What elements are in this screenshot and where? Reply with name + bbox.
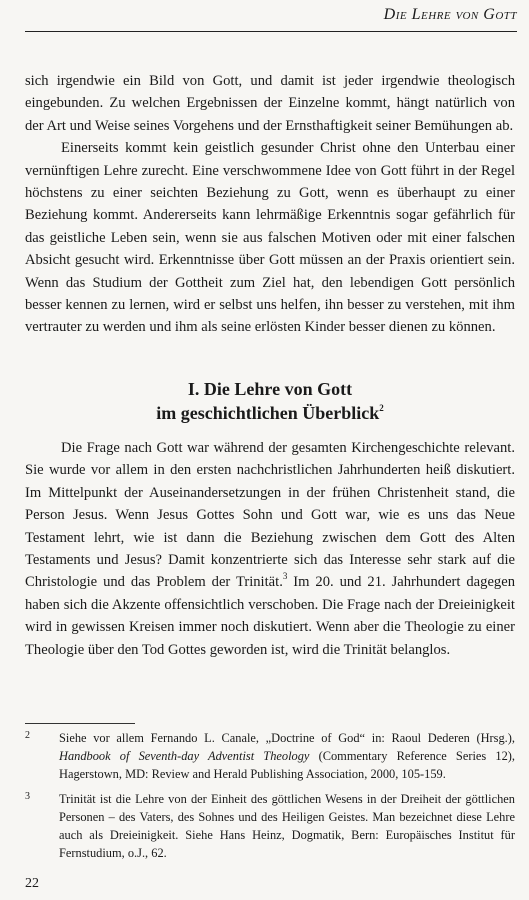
footnote-ref-2: 2 — [379, 402, 384, 413]
running-header-title: Die Lehre von Gott — [383, 6, 517, 23]
footnote-2-book-title: Handbook of Seventh-day Adventist Theology — [59, 749, 310, 764]
footnote-2 — [25, 729, 515, 784]
footnote-rule — [25, 723, 135, 724]
footnotes — [25, 729, 515, 868]
section-heading-line-2 — [25, 401, 515, 425]
paragraph-2: Einerseits kommt kein geistlich gesunder Christ ohne den Unterbau einer vernünftigen Lehre zurecht. Eine verschwommene Idee von Gott führt in der Regel höchstens zu einer seichten Beziehung zu Gott, wenn es überhaupt zu einer Beziehung kommt. Andererseits kann lehrmäßige Erkenntnis sogar gefährlich für das geistliche Leben sein, wenn sie aus falschen Motiven oder mit einer falschen Absicht gesucht wird. Erkenntnisse über Gott müssen an der Praxis orientiert sein. Wenn das Studium der Gottheit zum Ziel hat, den lebendigen Gott persönlich besser kennen zu lernen, wird er selbst uns helfen, ihn besser zu verstehen, mit ihm vertrauter zu werden und ihm als seine erlösten Kinder besser dienen zu können. — [25, 140, 515, 336]
footnote-ref-3: 3 — [282, 571, 288, 582]
footnote-2-text-b: (Commentary Reference Series 12), Hagerstown, MD: Review and Herald Publishing Association, 2000, 105-159. — [59, 749, 515, 782]
footnote-3 — [25, 790, 515, 863]
footnote-2-number: 2 — [25, 730, 30, 741]
header-rule — [25, 31, 517, 32]
section-heading — [25, 377, 515, 425]
paragraph-3-part-2: Im 20. und 21. Jahrhundert dagegen haben sich die Akzente offensichtlich verschoben. Die Frage nach der Dreieinigkeit wird in gewissen Kreisen immer noch diskutiert. Wenn aber die Theologie zu einer Theologie über den Tod Gottes geworden ist, wird die Trinität belanglos. — [25, 574, 516, 658]
paragraph-3 — [25, 437, 515, 661]
footnote-2-text — [59, 729, 515, 784]
section-heading-line-2-text: im geschichtlichen Überblick — [156, 402, 380, 423]
main-text — [25, 70, 515, 661]
page-number: 22 — [25, 876, 39, 891]
footnote-3-number: 3 — [25, 790, 30, 802]
footnote-3-text: Trinität ist die Lehre von der Einheit des göttlichen Wesens in der Dreiheit der göttlichen Personen – des Vaters, des Sohnes und des Heiligen Geistes. Man bezeichnet diese Lehre auch als Dreieinigkeit. Siehe Hans Heinz, Dogmatik, Bern: Europäisches Institut für Fernstudium, o.J., 62. — [59, 791, 515, 861]
paragraph-3-part-1: Die Frage nach Gott war während der gesamten Kirchengeschichte relevant. Sie wurde vor allem in den ersten nachchristlichen Jahrhunderten heiß diskutiert. Im Mittelpunkt der Auseinandersetzungen in der frühen Christenheit stand, die Person Jesus. Wenn Jesus Gottes Sohn und Gott war, wie es uns das Neue Testament lehrt, wie ist dann die Beziehung zwischen dem Gott des Alten Testaments und Jesus? Damit konzentrierte sich das Interesse sehr stark auf die Christologie und das Problem der Trinität. — [25, 439, 515, 591]
section-heading-line-1: I. Die Lehre von Gott — [187, 378, 353, 399]
paragraph-1: sich irgendwie ein Bild von Gott, und damit ist jeder irgendwie theologisch eingebunden. Zu welchen Ergebnissen der Einzelne kommt, hängt natürlich von der Art und Weise seines Vorgehens und der Ernsthaftigkeit seiner Bemühungen ab. — [25, 73, 515, 134]
footnote-2-text-a: Siehe vor allem Fernando L. Canale, „Doctrine of God“ in: Raoul Dederen (Hrsg.), — [59, 731, 515, 745]
